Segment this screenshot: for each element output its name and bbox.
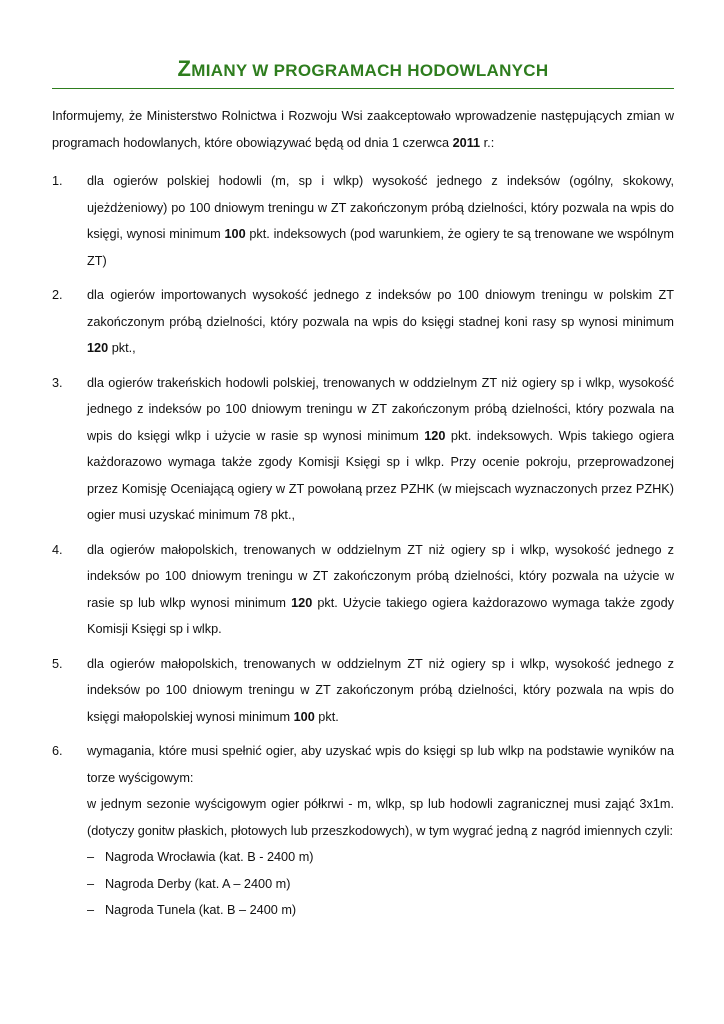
dash-bullet: –	[87, 850, 95, 864]
intro-text: Informujemy, że Ministerstwo Rolnictwa i Rozwoju Wsi zaakceptowało wprowadzenie następujących zmian w programach hodowlanych, które obowiązywać będą od dnia 1 czerwca	[52, 109, 674, 150]
page-title	[52, 56, 674, 89]
item-number: 3.	[52, 375, 63, 390]
list-item-4	[52, 537, 674, 643]
title-rest: MIANY W PROGRAMACH HODOWLANYCH	[191, 61, 549, 80]
intro-year: 2011	[452, 135, 481, 150]
item-text: dla ogierów polskiej hodowli (m, sp i wlkp) wysokość jednego z indeksów (ogólny, skokowy, ujeżdżeniowy) po 100 dniowym treningu w ZT zakończonym próbą dzielności, który pozwala na wpis do księgi, wynosi minimum 100 pkt. indeksowych (pod warunkiem, że ogiery te są trenowane we wspólnym ZT)	[87, 174, 675, 268]
prize-name: Nagroda Derby (kat. A – 2400 m)	[105, 876, 291, 891]
item-number: 6.	[52, 744, 63, 758]
item-text: dla ogierów trakeńskich hodowli polskiej, trenowanych w oddzielnym ZT niż ogiery sp i wlkp, wysokość jednego z indeksów po 100 dniowym treningu w ZT zakończonym próbą dzielności, który pozwala na wpis do księgi wlkp i użycie w rasie sp wynosi minimum 120 pkt. indeksowych. Wpis takiego ogiera każdorazowo wymaga także zgody Komisji Księgi sp i wlkp. Przy ocenie pokroju, przeprowadzonej przez Komisję Oceniającą ogiery w ZT powołaną przez PZHK (w miejscach wyznaczonych przez PZHK) ogier musi uzyskać minimum 78 pkt.,	[87, 375, 674, 522]
list-item-6	[52, 738, 674, 924]
list-item-2	[52, 282, 674, 362]
item-number: 5.	[52, 656, 63, 671]
prize-list	[87, 844, 674, 924]
item-text: dla ogierów małopolskich, trenowanych w oddzielnym ZT niż ogiery sp i wlkp, wysokość jednego z indeksów po 100 dniowym treningu w ZT zakończonym próbą dzielności, który pozwala na wpis do księgi małopolskiej wynosi minimum 100 pkt.	[87, 656, 674, 724]
changes-list	[52, 168, 674, 924]
dash-bullet: –	[87, 903, 95, 917]
item-bold-value: 100	[224, 227, 246, 241]
item-number: 1.	[52, 174, 63, 188]
list-item-5	[52, 651, 674, 731]
list-item-1	[52, 168, 674, 274]
item-text: dla ogierów małopolskich, trenowanych w oddzielnym ZT niż ogiery sp i wlkp, wysokość jednego z indeksów po 100 dniowym treningu w ZT zakończonym próbą dzielności, który pozwala na użycie w rasie sp lub wlkp wynosi minimum 120 pkt. Użycie takiego ogiera każdorazowo wymaga także zgody Komisji Księgi sp i wlkp.	[87, 542, 674, 636]
item-text: dla ogierów importowanych wysokość jednego z indeksów po 100 dniowym treningu w polskim ZT zakończonym próbą dzielności, który pozwala na wpis do księgi stadnej koni rasy sp wynosi minimum 120 pkt.,	[87, 288, 674, 355]
list-item	[87, 897, 674, 924]
list-item-3	[52, 370, 674, 529]
list-item	[87, 871, 674, 898]
prize-name: Nagroda Tunela (kat. B – 2400 m)	[105, 903, 297, 917]
intro-text-end: r.:	[480, 135, 495, 150]
item-text: wymagania, które musi spełnić ogier, aby uzyskać wpis do księgi sp lub wlkp na podstawie wyników na torze wyścigowym:	[87, 744, 674, 785]
item-bold-value: 100	[293, 709, 315, 724]
item-number: 4.	[52, 542, 63, 557]
item-number: 2.	[52, 288, 63, 302]
list-item	[87, 844, 674, 871]
intro-paragraph	[52, 103, 674, 156]
item-bold-value: 120	[87, 341, 109, 355]
document-page	[52, 52, 674, 932]
item-text-continued: w jednym sezonie wyścigowym ogier półkrwi - m, wlkp, sp lub hodowli zagranicznej musi zająć 3x1m. (dotyczy gonitw płaskich, płotowych lub przeszkodowych), w tym wygrać jedną z nagród imiennych czyli:	[87, 797, 674, 838]
dash-bullet: –	[87, 876, 95, 891]
item-bold-value: 120	[291, 595, 313, 610]
item-bold-value: 120	[424, 428, 446, 443]
prize-name: Nagroda Wrocławia (kat. B - 2400 m)	[105, 850, 314, 864]
title-first-letter: Z	[177, 56, 192, 81]
